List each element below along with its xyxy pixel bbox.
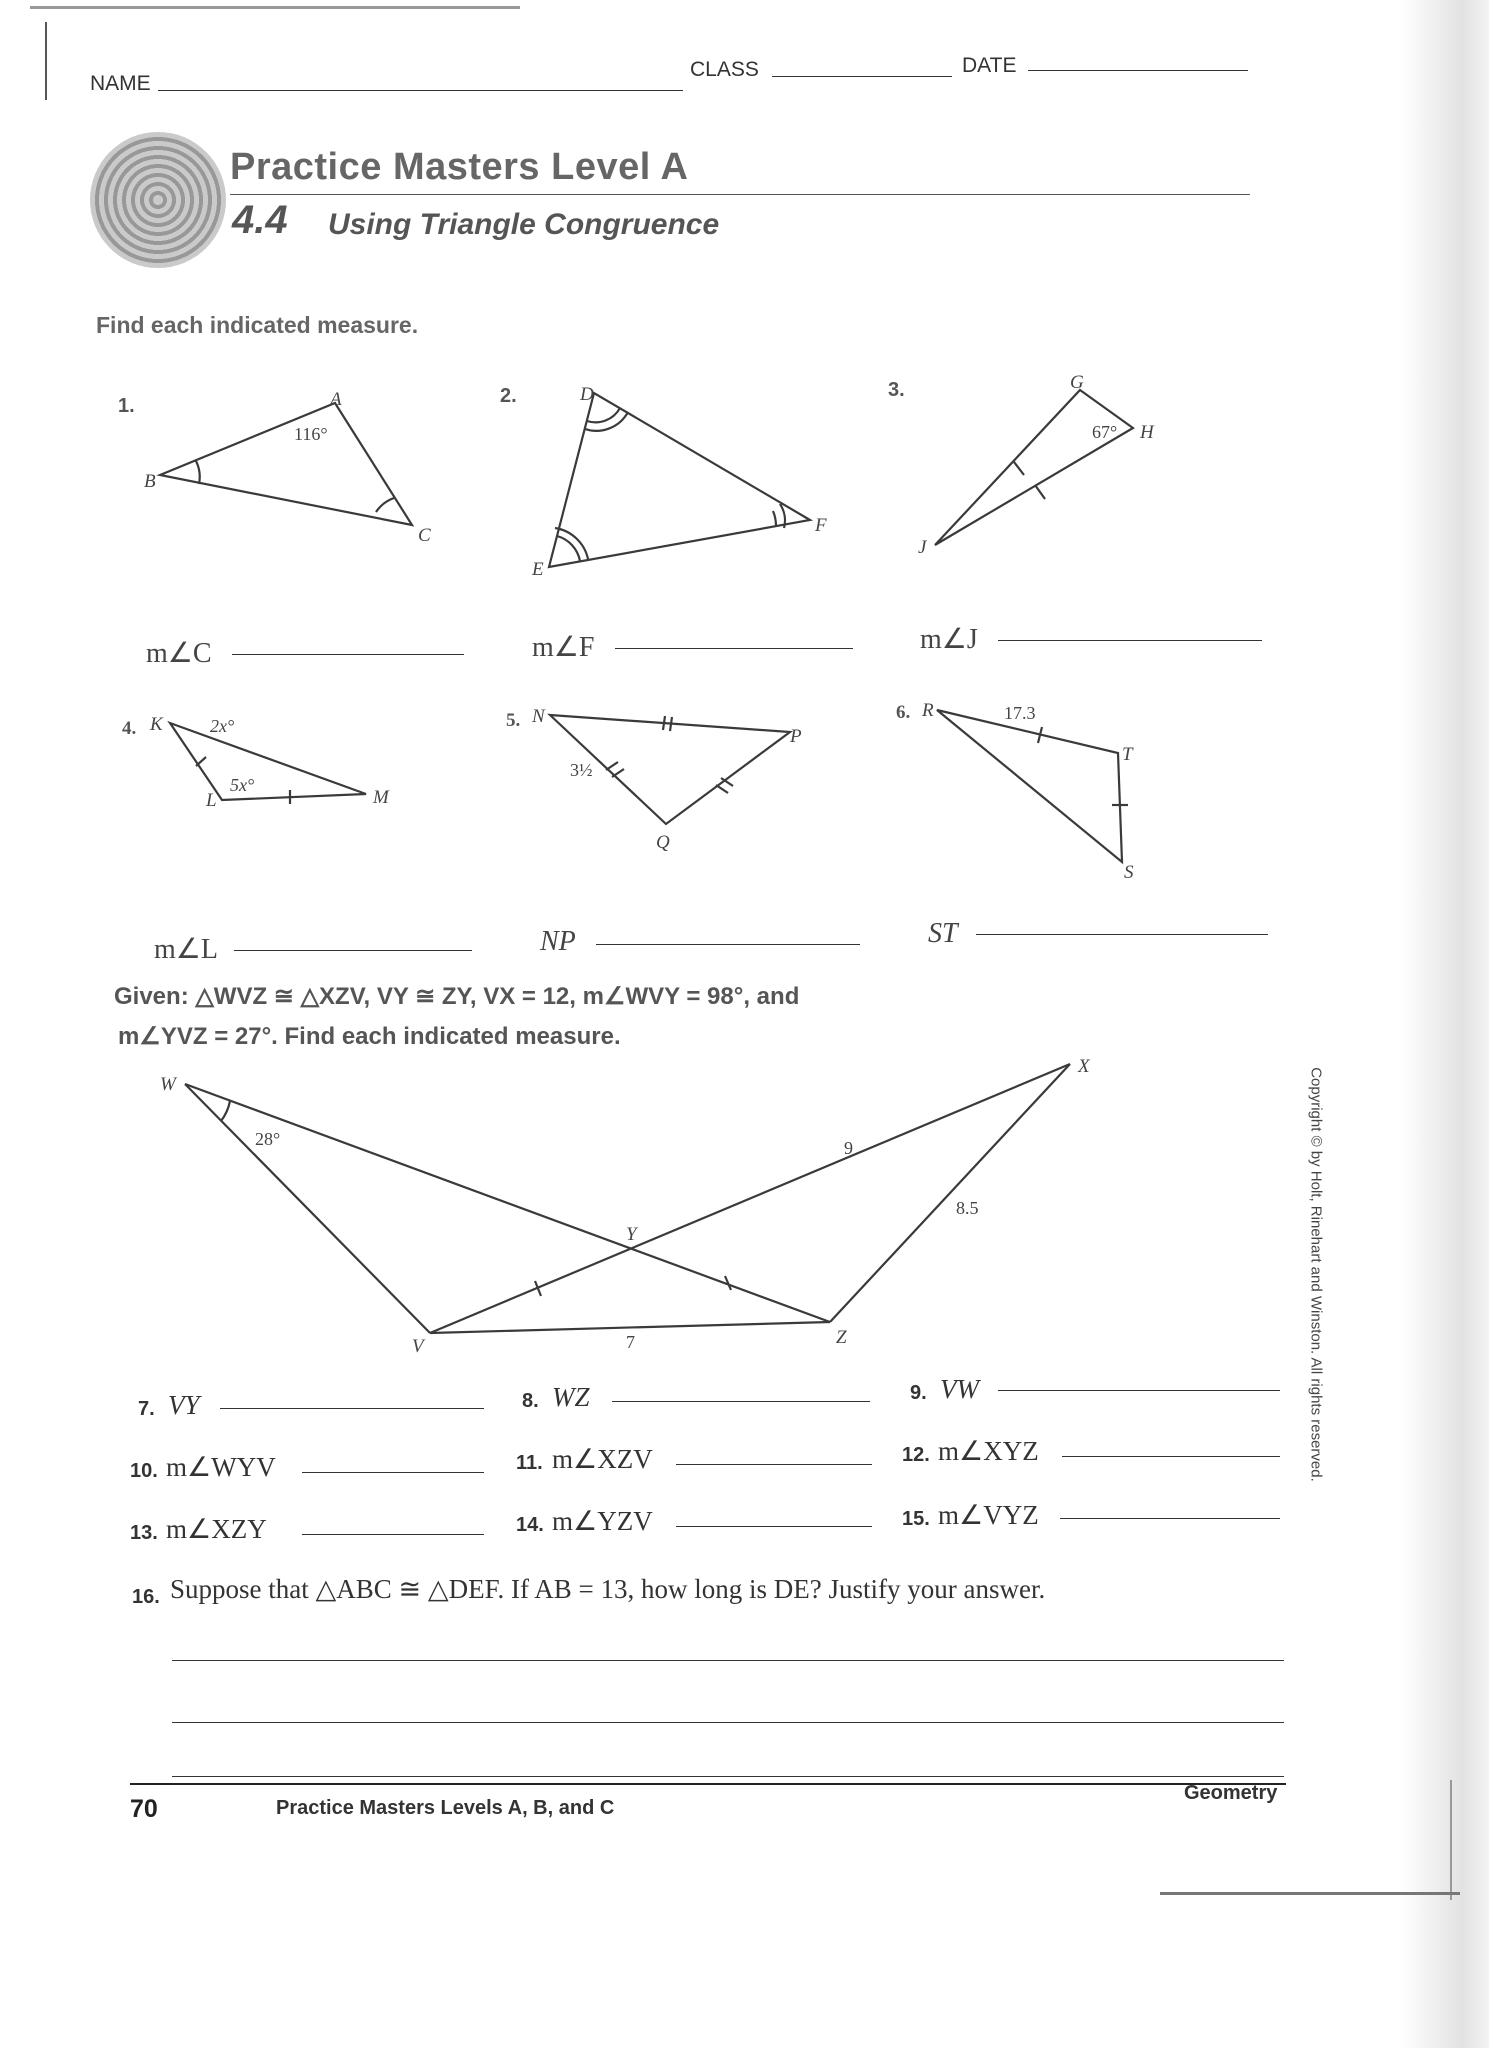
- segment-xz: [830, 1064, 1070, 1322]
- page-number: 70: [130, 1795, 158, 1823]
- q12-label: m∠XYZ: [938, 1436, 1039, 1466]
- fig1-vertex-b: B: [144, 471, 156, 492]
- fig3-vertex-j: J: [918, 537, 927, 558]
- answer-field-l[interactable]: [234, 950, 472, 951]
- q8-label: WZ: [552, 1382, 590, 1412]
- answer-label-c: m∠C: [146, 638, 212, 669]
- q14-number: 14.: [516, 1514, 544, 1536]
- q7-number: 7.: [138, 1398, 155, 1420]
- name-label: NAME: [90, 72, 151, 95]
- fig3-vertex-h: H: [1140, 422, 1154, 443]
- fig2-vertex-d: D: [580, 384, 594, 405]
- fig4-vertex-l: L: [206, 790, 217, 811]
- fig3-number: 3.: [888, 379, 905, 401]
- q11-number: 11.: [516, 1452, 543, 1474]
- fig5-vertex-q: Q: [656, 832, 670, 853]
- q7-answer-field[interactable]: [220, 1408, 484, 1409]
- vertex-z: Z: [836, 1327, 847, 1348]
- fig5-vertex-n: N: [532, 706, 545, 727]
- q16-answer-line-2[interactable]: [172, 1722, 1284, 1723]
- fig4-number: 4.: [122, 718, 137, 739]
- q13-answer-field[interactable]: [302, 1534, 484, 1535]
- fig1-angle-a: 116°: [294, 424, 328, 444]
- fig5-number: 5.: [506, 710, 521, 731]
- q8-number: 8.: [522, 1390, 539, 1412]
- fig4-vertex-k: K: [150, 714, 163, 735]
- fig5-vertex-p: P: [790, 726, 802, 747]
- section-title: Using Triangle Congruence: [328, 208, 720, 241]
- fig2-number: 2.: [500, 385, 517, 407]
- instructions: Find each indicated measure.: [96, 312, 419, 338]
- length-xy: 9: [844, 1138, 853, 1158]
- q9-label: VW: [940, 1374, 979, 1404]
- fig1-vertex-a: A: [330, 389, 342, 410]
- fig6-side-rt: 17.3: [1004, 703, 1036, 723]
- given-line-2: m∠YVZ = 27°. Find each indicated measure.: [118, 1023, 621, 1050]
- q15-answer-field[interactable]: [1060, 1518, 1280, 1519]
- q12-answer-field[interactable]: [1062, 1456, 1280, 1457]
- segment-wz: [185, 1084, 830, 1322]
- q11-answer-field[interactable]: [676, 1464, 872, 1465]
- answer-field-c[interactable]: [232, 654, 464, 655]
- given-line-1: Given: △WVZ ≅ △XZV, VY ≅ ZY, VX = 12, m∠WVY = 98°, and: [114, 983, 800, 1010]
- answer-label-st: ST: [928, 918, 958, 949]
- triangle-rst: [937, 710, 1122, 862]
- answer-field-j[interactable]: [998, 640, 1262, 641]
- fig6-vertex-r: R: [922, 700, 934, 721]
- angle-arc-d: [587, 408, 620, 422]
- fig4-angle-l: 5x°: [230, 775, 255, 795]
- date-label: DATE: [962, 54, 1017, 77]
- q15-label: m∠VYZ: [938, 1500, 1039, 1530]
- fig6-number: 6.: [896, 702, 911, 723]
- answer-label-f: m∠F: [532, 632, 595, 663]
- q7-label: VY: [168, 1390, 200, 1420]
- answer-field-f[interactable]: [615, 648, 853, 649]
- q9-answer-field[interactable]: [998, 1390, 1280, 1391]
- angle-arc-w: [221, 1101, 230, 1121]
- q10-label: m∠WYV: [166, 1452, 276, 1482]
- answer-field-np[interactable]: [596, 944, 860, 945]
- class-label: CLASS: [690, 58, 759, 81]
- fig3-vertex-g: G: [1070, 372, 1084, 393]
- q16-number: 16.: [132, 1586, 160, 1608]
- fig6-vertex-s: S: [1124, 862, 1134, 883]
- copyright-notice: Copyright © by Holt, Rinehart and Winston. All rights reserved.: [1307, 1067, 1325, 1482]
- q13-label: m∠XZY: [166, 1514, 267, 1544]
- fig5-side-nq: 3½: [570, 760, 593, 780]
- angle-arc-c: [376, 498, 394, 512]
- q13-number: 13.: [130, 1522, 158, 1544]
- fig2-vertex-e: E: [532, 559, 544, 580]
- vertex-v: V: [412, 1336, 424, 1357]
- length-xz: 8.5: [956, 1198, 979, 1218]
- q15-number: 15.: [902, 1508, 930, 1530]
- fig3-angle-h: 67°: [1092, 422, 1118, 442]
- triangle-ghj: [935, 390, 1133, 545]
- series-title: Practice Masters Level A: [230, 146, 689, 188]
- q16-answer-line-3[interactable]: [172, 1776, 1284, 1777]
- fig4-angle-k: 2x°: [210, 716, 235, 736]
- fig2-vertex-f: F: [815, 515, 827, 536]
- vertex-y: Y: [626, 1224, 637, 1245]
- vertex-x: X: [1078, 1056, 1090, 1077]
- q16-text: Suppose that △ABC ≅ △DEF. If AB = 13, how long is DE? Justify your answer.: [170, 1574, 1046, 1604]
- fig6-vertex-t: T: [1122, 744, 1133, 765]
- q14-answer-field[interactable]: [676, 1526, 872, 1527]
- q10-answer-field[interactable]: [302, 1472, 484, 1473]
- answer-field-st[interactable]: [976, 934, 1268, 935]
- fig1-vertex-c: C: [418, 525, 431, 546]
- vertex-w: W: [160, 1074, 176, 1095]
- answer-label-j: m∠J: [920, 624, 978, 655]
- q11-label: m∠XZV: [552, 1444, 653, 1474]
- footer-book-title: Practice Masters Levels A, B, and C: [276, 1797, 615, 1819]
- answer-label-np: NP: [540, 926, 576, 957]
- q12-number: 12.: [902, 1444, 930, 1466]
- fig4-vertex-m: M: [373, 787, 389, 808]
- q14-label: m∠YZV: [552, 1506, 653, 1536]
- angle-arc-b: [196, 461, 200, 484]
- q16-answer-line-1[interactable]: [172, 1660, 1284, 1661]
- footer-subject: Geometry: [1184, 1782, 1278, 1804]
- triangle-def: [549, 393, 810, 567]
- angle-w-label: 28°: [255, 1129, 281, 1149]
- angle-arc-f: [773, 511, 776, 526]
- section-number: 4.4: [232, 198, 288, 242]
- q10-number: 10.: [130, 1460, 158, 1482]
- footer-rule: [130, 1783, 1286, 1785]
- fig1-number: 1.: [118, 395, 135, 417]
- length-vz: 7: [626, 1332, 635, 1352]
- q9-number: 9.: [910, 1382, 927, 1404]
- answer-label-l: m∠L: [154, 934, 218, 965]
- q8-answer-field[interactable]: [612, 1401, 870, 1402]
